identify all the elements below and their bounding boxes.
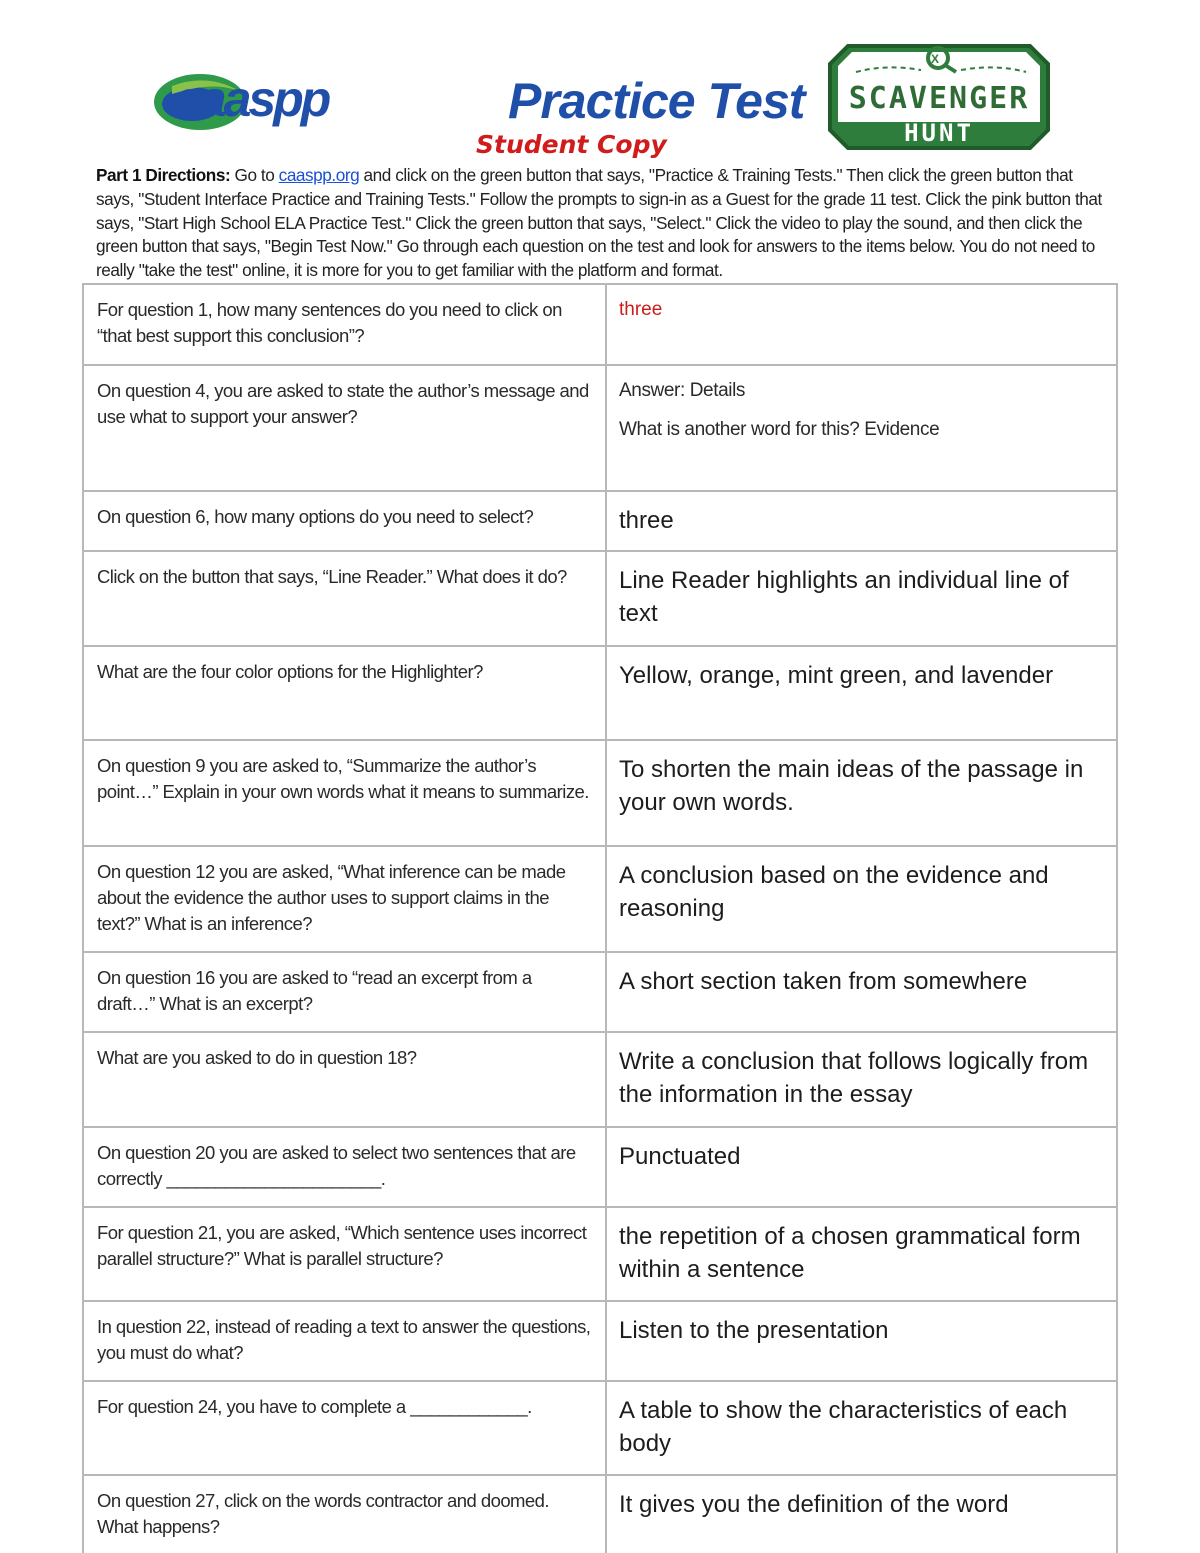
question-cell: On question 27, click on the words contractor and doomed. What happens?: [83, 1475, 606, 1553]
answer-line-2: What is another word for this? Evidence: [619, 419, 940, 440]
question-cell: On question 4, you are asked to state the author’s message and use what to support your answer?: [83, 365, 606, 491]
table-row: [83, 740, 1117, 846]
page-subtitle: Student Copy: [476, 130, 667, 159]
table-row: [83, 365, 1117, 491]
answer-cell: A conclusion based on the evidence and reasoning: [606, 846, 1117, 952]
answer-cell: the repetition of a chosen grammatical form within a sentence: [606, 1207, 1117, 1301]
question-cell: For question 24, you have to complete a ____________.: [83, 1381, 606, 1475]
page-header: [0, 0, 1200, 165]
answer-cell: Punctuated: [606, 1127, 1117, 1207]
answer-line-1: Answer: Details: [619, 380, 745, 401]
caaspp-link[interactable]: caaspp.org: [278, 165, 360, 185]
answer-cell: A table to show the characteristics of each body: [606, 1381, 1117, 1475]
answer-cell: three: [606, 491, 1117, 551]
question-cell: For question 1, how many sentences do you need to click on “that best support this conclusion”?: [83, 284, 606, 365]
question-cell: Click on the button that says, “Line Reader.” What does it do?: [83, 551, 606, 646]
answer-cell: Yellow, orange, mint green, and lavender: [606, 646, 1117, 740]
answer-cell: A short section taken from somewhere: [606, 952, 1117, 1032]
directions-label: Part 1 Directions:: [96, 165, 231, 185]
answer-cell: To shorten the main ideas of the passage in your own words.: [606, 740, 1117, 846]
question-cell: In question 22, instead of reading a text to answer the questions, you must do what?: [83, 1301, 606, 1381]
caaspp-logo-text: caaspp: [174, 71, 329, 127]
caaspp-logo: [152, 66, 482, 136]
table-row: [83, 491, 1117, 551]
directions-text-after-link: and click on the green button that says, "Practice & Training Tests." Then click the green button that says, "Student Interface Practice and Training Tests." Follow the prompts to sign-in as a Guest for the grade 11 test. Click the pink button that says, "Start High School ELA Practice Test." Click the green button that says, "Select." Click the video to play the sound, and then click the green button that says, "Begin Test Now." Go through each question on the test and look for answers to the items below. You do not need to really "take the test" online, it is more for you to get familiar with the platform and format.: [96, 165, 1102, 281]
table-row: [83, 1032, 1117, 1127]
answer-cell: [606, 365, 1117, 491]
directions-paragraph: [96, 164, 1108, 283]
question-cell: What are the four color options for the Highlighter?: [83, 646, 606, 740]
badge-line1: SCAVENGER: [848, 81, 1030, 116]
table-row: [83, 1381, 1117, 1475]
answer-cell: Line Reader highlights an individual line of text: [606, 551, 1117, 646]
svg-text:X: X: [931, 52, 940, 66]
question-cell: On question 12 you are asked, “What inference can be made about the evidence the author uses to support claims in the text?” What is an inference?: [83, 846, 606, 952]
answer-cell: It gives you the definition of the word: [606, 1475, 1117, 1553]
answer-cell: Listen to the presentation: [606, 1301, 1117, 1381]
answer-cell: Write a conclusion that follows logically from the information in the essay: [606, 1032, 1117, 1127]
table-row: [83, 846, 1117, 952]
table-row: [83, 1475, 1117, 1553]
scavenger-hunt-table: [82, 283, 1118, 1553]
question-cell: What are you asked to do in question 18?: [83, 1032, 606, 1127]
table-row: [83, 1207, 1117, 1301]
table-row: [83, 284, 1117, 365]
question-cell: On question 16 you are asked to “read an excerpt from a draft…” What is an excerpt?: [83, 952, 606, 1032]
table-row: [83, 646, 1117, 740]
answer-cell: three: [606, 284, 1117, 365]
page-title: Practice Test: [508, 73, 805, 129]
question-cell: On question 6, how many options do you need to select?: [83, 491, 606, 551]
table-row: [83, 1127, 1117, 1207]
table-row: [83, 952, 1117, 1032]
directions-text-before-link: Go to: [230, 165, 279, 185]
table-row: [83, 1301, 1117, 1381]
question-cell: On question 9 you are asked to, “Summarize the author’s point…” Explain in your own words what it means to summarize.: [83, 740, 606, 846]
scavenger-hunt-badge: [826, 42, 1052, 152]
question-cell: On question 20 you are asked to select two sentences that are correctly ______________________.: [83, 1127, 606, 1207]
badge-line2: HUNT: [904, 119, 974, 147]
question-cell: For question 21, you are asked, “Which sentence uses incorrect parallel structure?” What is parallel structure?: [83, 1207, 606, 1301]
table-row: [83, 551, 1117, 646]
